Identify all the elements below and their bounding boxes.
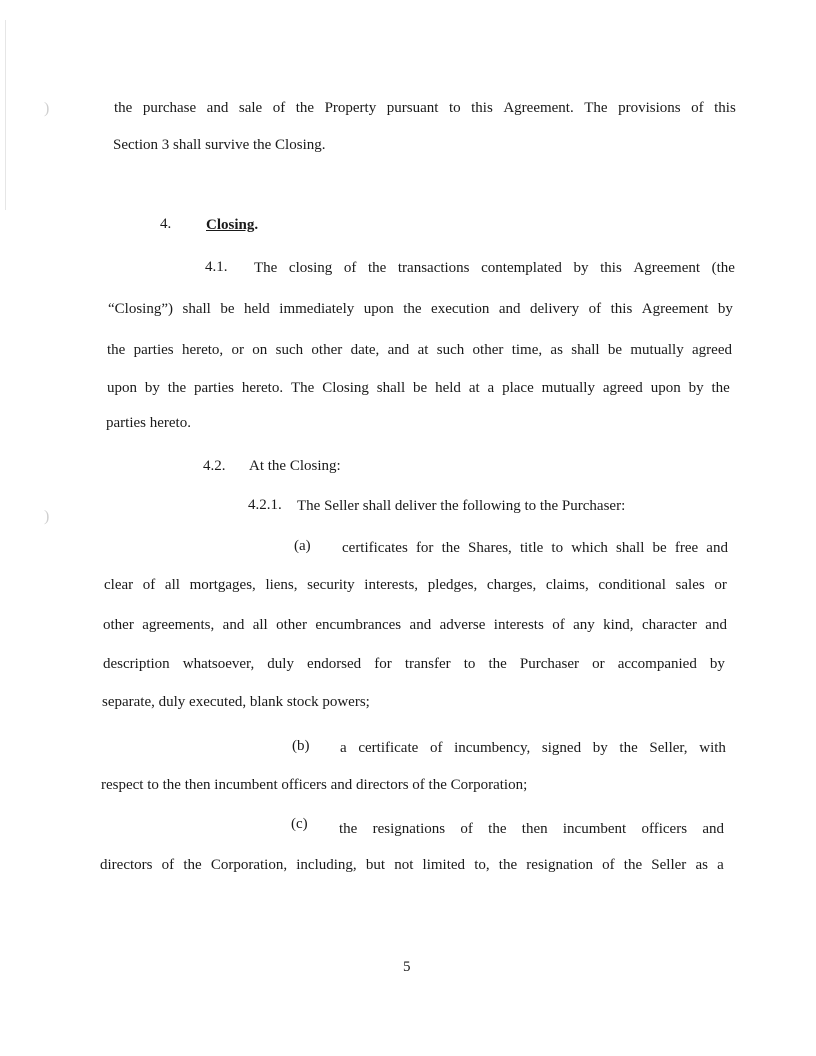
word: kind, (603, 617, 634, 633)
word: and (409, 617, 432, 633)
word: of (602, 857, 615, 873)
word: upon (650, 380, 681, 396)
word: contemplated (481, 260, 562, 276)
word: endorsed (307, 656, 362, 672)
word: adverse (439, 617, 486, 633)
word: date, (350, 342, 380, 358)
word: shall (182, 301, 211, 317)
word: the (107, 342, 126, 358)
word: of (343, 260, 357, 276)
word: by (592, 740, 608, 756)
word: the (183, 857, 202, 873)
word: shall (616, 540, 645, 556)
word: agreed (602, 380, 643, 396)
word: the (114, 100, 133, 116)
text-span (108, 300, 733, 318)
word: security (307, 577, 355, 593)
word: be (413, 380, 428, 396)
item-line: separate, duly executed, blank stock powers; (102, 694, 370, 710)
word: or (714, 577, 727, 593)
word: claims, (545, 577, 589, 593)
word: parties (194, 380, 234, 396)
word: interests (493, 617, 544, 633)
word: and (705, 617, 727, 633)
word: other (311, 342, 343, 358)
word: as (695, 857, 708, 873)
paragraph-number: 4.2. (203, 458, 226, 474)
word: incumbent (562, 821, 627, 837)
word: interests, (364, 577, 419, 593)
word: officers (641, 821, 688, 837)
word: on (252, 342, 268, 358)
word: of (588, 301, 602, 317)
word: this (471, 100, 493, 116)
word: of (272, 100, 286, 116)
word: pledges, (427, 577, 478, 593)
word: conditional (598, 577, 666, 593)
word: pursuant (386, 100, 439, 116)
word: sales (675, 577, 705, 593)
word: and (222, 617, 245, 633)
section-heading-text: Closing (206, 217, 255, 233)
word: of (142, 577, 156, 593)
word: the (711, 380, 730, 396)
page-number: 5 (403, 959, 411, 975)
word: incumbency, (454, 740, 531, 756)
word: execution (431, 301, 490, 317)
word: charges, (486, 577, 537, 593)
word: transactions (397, 260, 470, 276)
word: other (472, 342, 504, 358)
word: of (460, 821, 473, 837)
word: mutually (630, 342, 684, 358)
word: be (607, 342, 623, 358)
paragraph-line (108, 300, 733, 318)
word: the (623, 857, 643, 873)
word: to (551, 540, 564, 556)
word: Property (324, 100, 377, 116)
item-line (100, 856, 724, 874)
word: time, (511, 342, 543, 358)
word: Agreement (633, 260, 701, 276)
word: duly (267, 656, 294, 672)
word: by (144, 380, 160, 396)
word: the (367, 260, 387, 276)
scan-edge-mark (5, 20, 6, 210)
word: the (619, 740, 638, 756)
scan-paren-mark: ) (44, 100, 50, 117)
word: to (448, 100, 461, 116)
continuation-line (114, 99, 736, 117)
word: a (340, 740, 347, 756)
word: character (641, 617, 697, 633)
item-line (104, 576, 727, 594)
item-line (339, 820, 724, 838)
text-span (103, 616, 727, 634)
word: be (652, 540, 667, 556)
text-span (254, 259, 735, 277)
word: to (463, 656, 476, 672)
word: by (688, 380, 704, 396)
word: whatsoever, (182, 656, 255, 672)
word: closing (288, 260, 333, 276)
word: accompanied (617, 656, 697, 672)
word: signed (541, 740, 582, 756)
word: provisions (618, 100, 681, 116)
text-span (104, 576, 727, 594)
word: this (714, 100, 736, 116)
item-label: (c) (291, 816, 308, 832)
word: the (441, 540, 460, 556)
word: the (339, 821, 358, 837)
word: by (717, 301, 733, 317)
word: the (498, 857, 518, 873)
item-label: (b) (292, 738, 310, 754)
word: held (243, 301, 270, 317)
word: Purchaser (519, 656, 580, 672)
word: and (498, 301, 521, 317)
word: The (291, 380, 315, 396)
paragraph-line: At the Closing: (249, 458, 341, 474)
word: purchase (142, 100, 197, 116)
word: Seller, (649, 740, 688, 756)
word: as (550, 342, 563, 358)
word: place (502, 380, 534, 396)
word: the (167, 380, 187, 396)
word: with (699, 740, 726, 756)
word: and (206, 100, 229, 116)
word: any (573, 617, 595, 633)
word: a (717, 857, 724, 873)
word: by (709, 656, 725, 672)
paragraph-number: 4.2.1. (248, 497, 282, 513)
word: title (519, 540, 544, 556)
word: the (295, 100, 315, 116)
paragraph-line: parties hereto. (106, 415, 191, 431)
word: (the (711, 260, 735, 276)
text-span (107, 379, 730, 397)
word: limited (422, 857, 466, 873)
word: The (254, 260, 278, 276)
word: sale (238, 100, 263, 116)
section-heading-punct: . (254, 217, 259, 233)
paragraph-line (107, 341, 732, 359)
word: hereto, (181, 342, 224, 358)
word: upon (363, 301, 394, 317)
word: Agreement. (503, 100, 574, 116)
continuation-line: Section 3 shall survive the Closing. (113, 137, 326, 153)
text-span (342, 539, 728, 557)
word: of (429, 740, 443, 756)
text-span (107, 341, 732, 359)
section-number: 4. (160, 216, 172, 232)
text-span (114, 99, 736, 117)
word: Agreement (641, 301, 709, 317)
word: and (387, 342, 410, 358)
paragraph-line (107, 379, 730, 397)
word: hereto. (241, 380, 284, 396)
word: the (488, 821, 507, 837)
word: but (365, 857, 386, 873)
word: held (435, 380, 461, 396)
paragraph-number: 4.1. (205, 259, 228, 275)
word: other (276, 617, 307, 633)
word: resignations (372, 821, 446, 837)
scan-paren-mark: ) (44, 508, 50, 525)
word: this (600, 260, 622, 276)
word: agreed (692, 342, 732, 358)
word: and (706, 540, 728, 556)
word: agreements, (142, 617, 215, 633)
word: parties (133, 342, 174, 358)
word: then (521, 821, 548, 837)
word: a (487, 380, 495, 396)
word: certificates (342, 540, 408, 556)
word: liens, (265, 577, 298, 593)
word: of (552, 617, 565, 633)
word: of (161, 857, 175, 873)
word: by (573, 260, 589, 276)
word: The (584, 100, 608, 116)
item-line (103, 655, 725, 673)
text-span (340, 739, 726, 757)
word: of (691, 100, 704, 116)
word: all (252, 617, 268, 633)
word: mortgages, (189, 577, 256, 593)
word: such (436, 342, 465, 358)
text-span (100, 856, 724, 874)
text-span (339, 820, 724, 838)
word: Closing (322, 380, 369, 396)
word: shall (376, 380, 406, 396)
word: other (103, 617, 134, 633)
word: upon (107, 380, 137, 396)
word: free (674, 540, 699, 556)
word: Shares, (468, 540, 512, 556)
item-line: respect to the then incumbent officers and directors of the Corporation; (101, 777, 528, 793)
section-heading (206, 216, 258, 234)
word: and (702, 821, 724, 837)
word: which (571, 540, 608, 556)
word: at (417, 342, 429, 358)
word: resignation (526, 857, 593, 873)
item-line (342, 539, 728, 557)
word: transfer (404, 656, 451, 672)
word: Corporation, (210, 857, 288, 873)
text-span (103, 655, 725, 673)
word: not (394, 857, 414, 873)
word: shall (571, 342, 600, 358)
word: at (468, 380, 480, 396)
word: be (220, 301, 235, 317)
word: mutually (541, 380, 595, 396)
word: clear (104, 577, 134, 593)
word: “Closing”) (108, 301, 173, 317)
paragraph-line (254, 259, 735, 277)
word: delivery (530, 301, 580, 317)
word: including, (296, 857, 357, 873)
word: or (231, 342, 244, 358)
word: the (488, 656, 507, 672)
word: this (610, 301, 633, 317)
word: encumbrances (315, 617, 402, 633)
word: directors (100, 857, 153, 873)
word: for (374, 656, 392, 672)
word: the (403, 301, 422, 317)
word: Seller (651, 857, 687, 873)
word: or (592, 656, 605, 672)
word: to, (474, 857, 490, 873)
word: description (103, 656, 170, 672)
item-label: (a) (294, 538, 311, 554)
word: certificate (358, 740, 419, 756)
word: all (164, 577, 180, 593)
word: immediately (279, 301, 355, 317)
word: such (275, 342, 304, 358)
item-line (340, 739, 726, 757)
word: for (415, 540, 434, 556)
item-line (103, 616, 727, 634)
paragraph-line: The Seller shall deliver the following to the Purchaser: (297, 498, 626, 514)
